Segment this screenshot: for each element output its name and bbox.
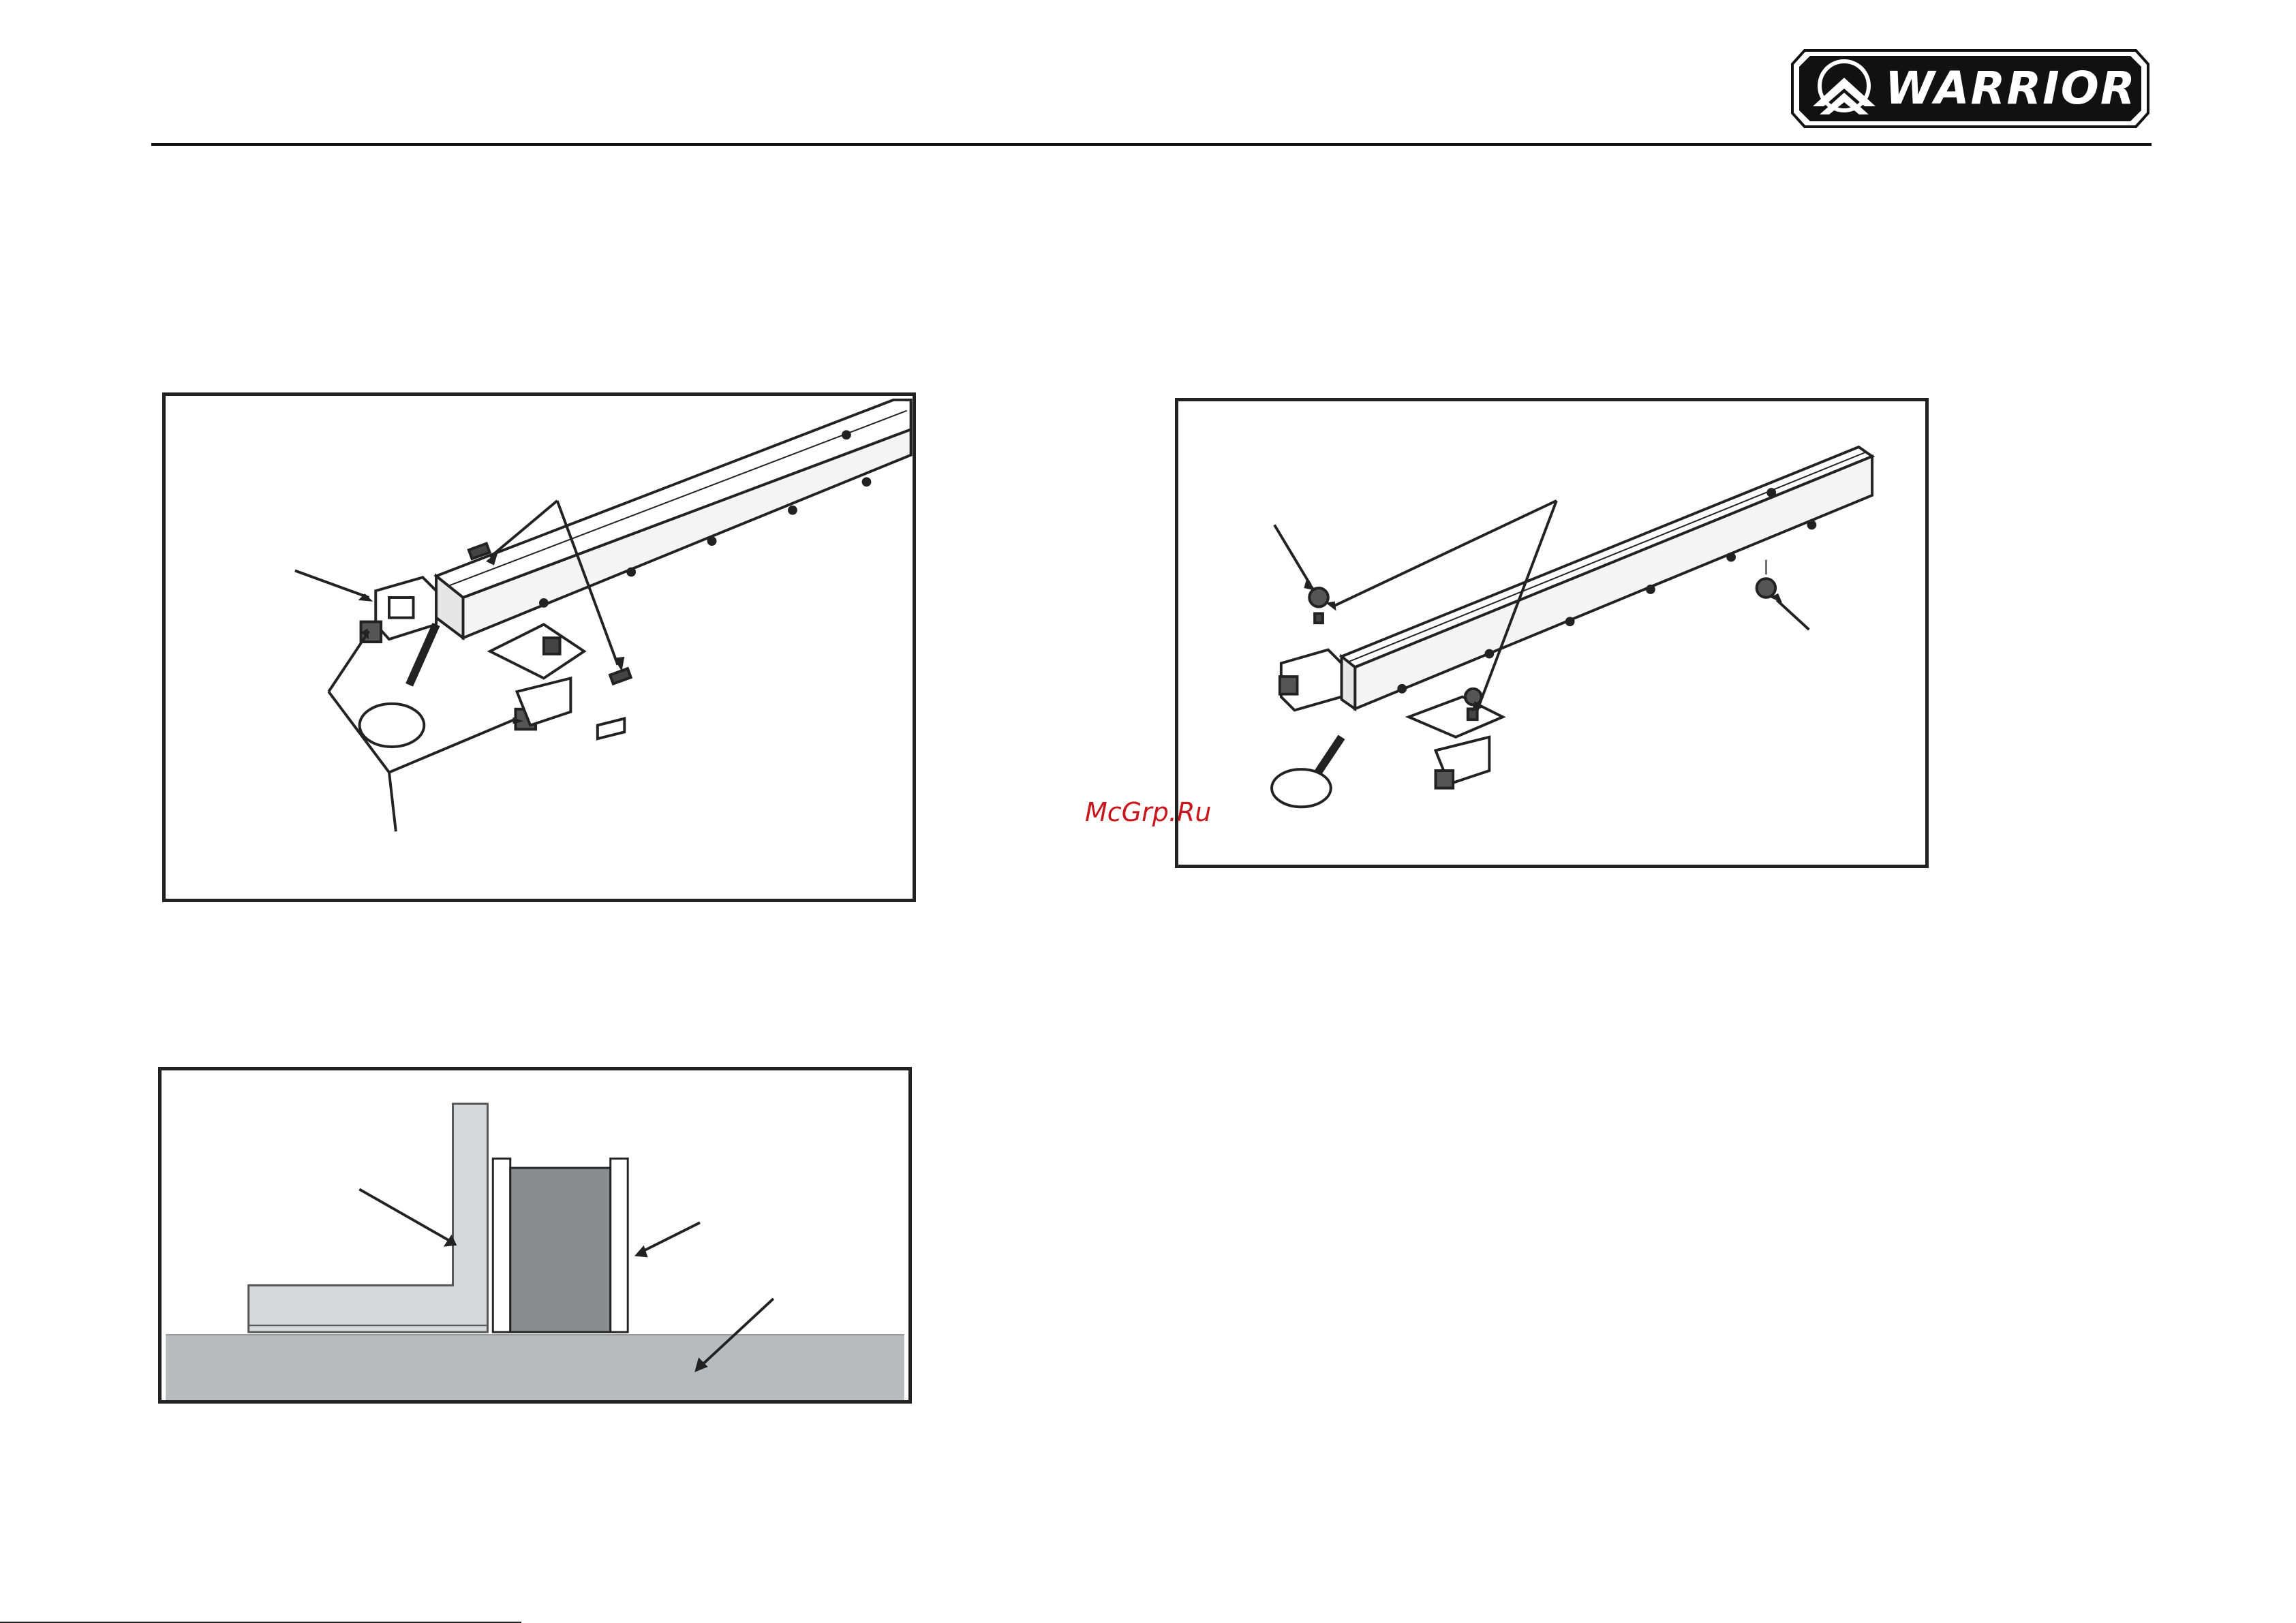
warrior-logo — [1790, 48, 2151, 129]
lock-handle-knob — [1272, 769, 1331, 807]
figure-fence-cross-section — [158, 1067, 912, 1404]
figure-fence-mounting-nuts — [1175, 398, 1929, 868]
spacer-block — [510, 1168, 611, 1332]
fence-rail-face — [463, 429, 911, 638]
fence-profile — [249, 1104, 488, 1332]
far-end-nut — [1757, 578, 1776, 598]
fence-rail-top — [436, 400, 911, 598]
watermark-text: McGrp.Ru — [1085, 797, 1212, 827]
set-screw-lower — [610, 668, 631, 683]
fence-rail-face — [1355, 457, 1872, 709]
rear-clamp-plate — [1409, 697, 1503, 737]
fence-mounting-nuts-illustration — [1178, 401, 1925, 865]
upper-nut — [1309, 588, 1328, 607]
logo-wordmark: WARRIOR — [1885, 62, 2137, 114]
rear-clamp-plate — [490, 624, 584, 678]
header-divider — [151, 143, 2152, 146]
fence-rear-clamp-illustration — [166, 396, 913, 899]
table-surface — [166, 1335, 904, 1400]
face-plate-right — [611, 1158, 628, 1332]
fence-cross-section-illustration — [162, 1070, 908, 1400]
figure-fence-rear-clamp — [162, 392, 916, 902]
lock-handle-knob — [360, 704, 425, 747]
face-plate-left — [493, 1158, 510, 1332]
